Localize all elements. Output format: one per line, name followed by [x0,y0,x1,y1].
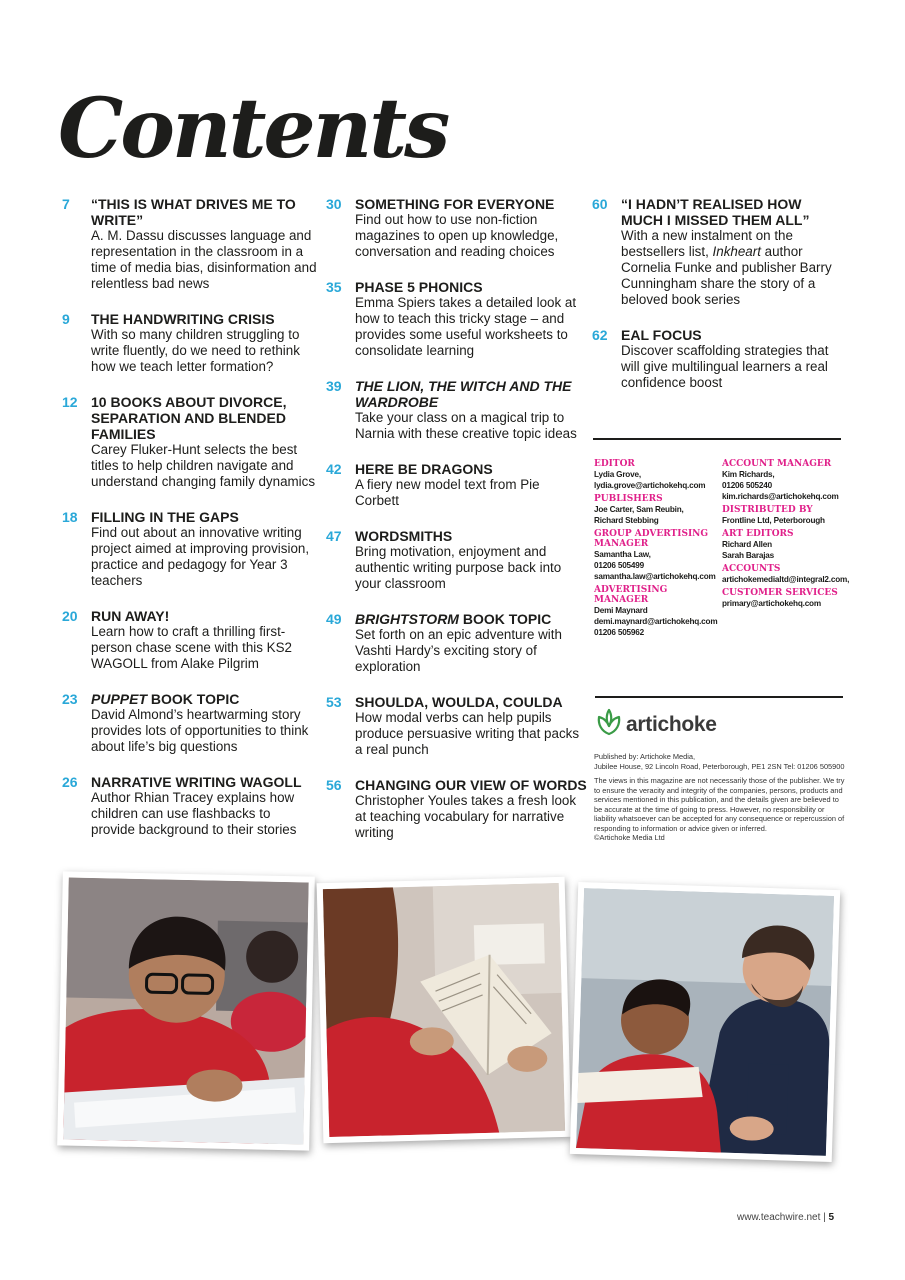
disclaimer [594,776,846,843]
page-number: 20 [62,608,78,624]
entry-description: Bring motivation, enjoyment and authentic writing purpose back into your classroom [355,544,562,591]
staff-role: ACCOUNTS [722,564,781,574]
entry-description: Find out about an innovative writing project aimed at improving provision, practice and pedagogy for Year 3 teachers [91,525,310,588]
publisher-address [594,752,846,771]
entry-heading [355,611,581,627]
entry-description: Discover scaffolding strategies that will give multilingual learners a real confidence boost [621,343,829,390]
staff-person: Demi Maynard demi.maynard@artichokehq.com 01206 505962 [594,606,718,637]
staff-role: EDITOR [594,459,635,469]
page-number: 49 [326,611,342,627]
entry-description: Take your class on a magical trip to Narnia with these creative topic ideas [355,410,577,441]
page-number: 7 [62,196,70,212]
entry-description-part: With a new instalment on the bestsellers list, [621,228,793,259]
page-number: 56 [326,777,342,793]
contents-column-3 [592,196,847,410]
entry-heading: CHANGING OUR VIEW OF WORDS [355,777,587,793]
entry-description: Christopher Youles takes a fresh look at teaching vocabulary for narrative writing [355,793,577,840]
contents-column-2 [326,196,587,860]
page-number: 26 [62,774,78,790]
photo-teacher-and-boy [570,882,840,1162]
contents-entry[interactable] [326,461,581,509]
contents-entry[interactable] [62,774,317,838]
entry-heading: WORDSMITHS [355,528,453,544]
entry-description: A. M. Dassu discusses language and representation in the classroom in a time of media bias, disinformation and relentless bad news [91,228,317,291]
photo-boy-writing [57,871,315,1150]
contents-entry[interactable] [326,528,581,592]
brand-name: artichoke [626,712,717,736]
staff-person: artichokemedialtd@integral2.com, [722,575,850,584]
divider [593,438,841,440]
entry-description: With so many children struggling to write fluently, do we need to rethink how we teach letter formation? [91,327,300,374]
disclaimer-text: The views in this magazine are not necessarily those of the publisher. We try to ensure the veracity and integrity of the companies, persons, products and services mentioned in this publication, and the details given are believed to be accurate at the time of going to press. However, no responsibility or liability whatsoever can be accepted for any consequence or repercussion of responding to information or advice given or inferred. [594,776,845,833]
page-title: Contents [58,81,448,177]
contents-entry[interactable] [592,327,847,391]
page-number: 53 [326,694,342,710]
page-number: 9 [62,311,70,327]
entry-heading-italic: THE LION, THE WITCH AND THE WARDROBE [355,378,572,410]
publisher-line: Published by: Artichoke Media, [594,752,696,761]
entry-heading [91,691,317,707]
entry-heading: THE HANDWRITING CRISIS [91,311,275,327]
staff-entry [594,529,722,582]
entry-heading: RUN AWAY! [91,608,170,624]
staff-role: ACCOUNT MANAGER [722,459,832,469]
staff-person: Richard Allen Sarah Barajas [722,540,775,560]
contents-entry[interactable] [62,311,317,375]
publisher-info [594,752,846,848]
entry-description: David Almond’s heartwarming story provides lots of opportunities to think about life’s big questions [91,707,309,754]
page-number: 23 [62,691,78,707]
page-number: 35 [326,279,342,295]
contents-entry[interactable] [326,611,581,675]
staff-entry [594,585,722,638]
entry-heading-italic: BRIGHTSTORM [355,611,459,627]
footer-site: www.teachwire.net | [737,1212,829,1223]
staff-entry [722,529,850,561]
entry-description: Set forth on an epic adventure with Vashti Hardy’s exciting story of exploration [355,627,562,674]
contents-entry[interactable] [326,196,581,260]
entry-heading: 10 BOOKS ABOUT DIVORCE, SEPARATION AND BLENDED FAMILIES [91,394,287,442]
staff-entry [722,564,850,585]
staff-role: PUBLISHERS [594,494,663,504]
footer-page-number: 5 [828,1212,835,1223]
page-number: 42 [326,461,342,477]
contents-entry[interactable] [326,694,581,758]
entry-heading [355,378,581,410]
divider [595,696,843,698]
entry-heading: NARRATIVE WRITING WAGOLL [91,774,302,790]
staff-person: primary@artichokehq.com [722,599,821,608]
entry-description-part: author Cornelia Funke and publisher Barry Cunningham share the story of a beloved book series [621,244,832,307]
publisher-line: Jubilee House, 92 Lincoln Road, Peterborough, PE1 2SN Tel: 01206 505900 [594,761,845,771]
entry-description [621,228,847,308]
entry-description: Emma Spiers takes a detailed look at how to teach this tricky stage – and provides some useful worksheets to consolidate learning [355,295,577,358]
page-footer [737,1212,834,1223]
staff-role: DISTRIBUTED BY [722,505,813,515]
contents-column-1 [62,196,317,857]
page-number: 30 [326,196,342,212]
page-number: 18 [62,509,78,525]
staff-role: GROUP ADVERTISING MANAGER [594,529,709,549]
entry-description: Learn how to craft a thrilling first-person chase scene with this KS2 WAGOLL from Alake Pilgrim [91,624,292,671]
staff-role: CUSTOMER SERVICES [722,588,838,598]
photo-girl-reading [317,877,572,1143]
contents-entry[interactable] [62,691,317,755]
entry-heading: “I HADN’T REALISED HOW MUCH I MISSED THEM ALL” [621,196,810,228]
staff-person: Kim Richards, 01206 505240 kim.richards@artichokehq.com [722,470,839,501]
contents-entry[interactable] [326,279,581,359]
page-number: 60 [592,196,608,212]
staff-person: Samantha Law, 01206 505499 samantha.law@artichokehq.com [594,550,716,581]
contents-entry[interactable] [62,608,317,672]
entry-heading: “THIS IS WHAT DRIVES ME TO WRITE” [91,196,296,228]
contents-entry[interactable] [326,378,581,442]
page-number: 39 [326,378,342,394]
entry-description: Carey Fluker-Hunt selects the best titles to help children navigate and understand changing family dynamics [91,442,316,489]
entry-heading: EAL FOCUS [621,327,702,343]
brand-logo[interactable] [596,708,717,741]
page-number: 47 [326,528,342,544]
staff-list-right [722,456,850,609]
staff-entry [722,505,850,526]
page-number: 62 [592,327,608,343]
staff-entry [594,459,722,491]
page-number: 12 [62,394,78,410]
staff-role: ART EDITORS [722,529,794,539]
entry-heading: SOMETHING FOR EVERYONE [355,196,555,212]
entry-description-italic: Inkheart [712,244,761,259]
contents-entry[interactable] [326,777,587,841]
entry-description: Author Rhian Tracey explains how children can use flashbacks to provide background to their stories [91,790,297,837]
staff-entry [722,459,850,502]
staff-role: ADVERTISING MANAGER [594,585,668,605]
contents-entry[interactable] [62,394,317,490]
contents-entry[interactable] [62,509,317,589]
entry-heading-rest: BOOK TOPIC [458,611,552,627]
staff-person: Frontline Ltd, Peterborough [722,516,825,525]
entry-heading: FILLING IN THE GAPS [91,509,239,525]
staff-person: Lydia Grove, lydia.grove@artichokehq.com [594,470,706,490]
contents-entry[interactable] [592,196,847,308]
staff-list-left [594,456,722,638]
entry-heading: SHOULDA, WOULDA, COULDA [355,694,563,710]
entry-heading: PHASE 5 PHONICS [355,279,483,295]
entry-heading: HERE BE DRAGONS [355,461,493,477]
contents-entry[interactable] [62,196,317,292]
entry-heading-italic: PUPPET [91,691,148,707]
staff-entry [722,588,850,609]
artichoke-leaf-icon [596,708,622,741]
staff-person: Joe Carter, Sam Reubin, Richard Stebbing [594,505,684,525]
entry-description: Find out how to use non-fiction magazines to open up knowledge, conversation and reading choices [355,212,559,259]
entry-heading-rest: BOOK TOPIC [147,691,240,707]
entry-description: How modal verbs can help pupils produce persuasive writing that packs a real punch [355,710,580,757]
entry-description: A fiery new model text from Pie Corbett [355,477,540,508]
staff-entry [594,494,722,526]
copyright: ©Artichoke Media Ltd [594,833,665,842]
